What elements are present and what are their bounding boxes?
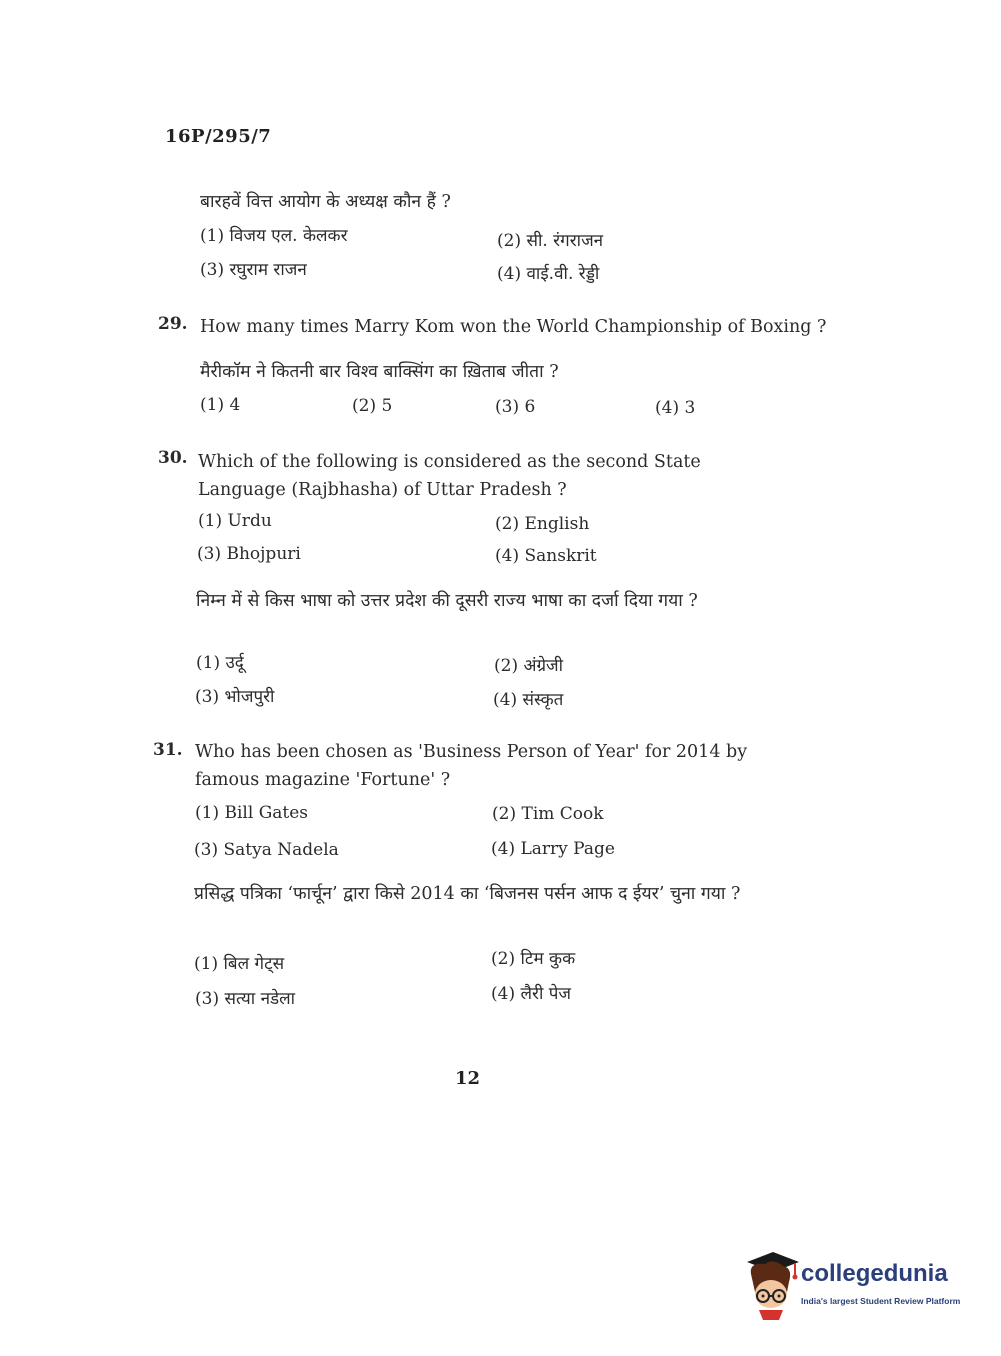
q31-option-4-en: (4) Larry Page xyxy=(491,839,615,859)
q29-number: 29. xyxy=(158,314,188,334)
q28-text-hi: बारहवें वित्त आयोग के अध्यक्ष कौन हैं ? xyxy=(200,192,451,212)
q30-option-1-en: (1) Urdu xyxy=(198,511,272,531)
logo-wordmark: collegedunia xyxy=(801,1260,948,1287)
q31-option-3-hi: (3) सत्या नडेला xyxy=(195,989,296,1009)
q28-option-4: (4) वाई.वी. रेड्डी xyxy=(497,264,600,284)
q30-option-3-hi: (3) भोजपुरी xyxy=(195,687,275,707)
q31-option-4-hi: (4) लैरी पेज xyxy=(491,984,572,1004)
q30-text-hi: निम्न में से किस भाषा को उत्तर प्रदेश की दूसरी राज्य भाषा का दर्जा दिया गया ? xyxy=(196,591,698,611)
q30-number: 30. xyxy=(158,448,188,468)
logo-tagline: India's largest Student Review Platform xyxy=(801,1296,961,1306)
q30-option-3-en: (3) Bhojpuri xyxy=(197,544,301,564)
q29-option-4: (4) 3 xyxy=(655,398,696,418)
q28-option-1: (1) विजय एल. केलकर xyxy=(200,226,348,246)
page-number: 12 xyxy=(455,1068,481,1089)
q30-option-4-hi: (4) संस्कृत xyxy=(493,690,564,710)
q28-option-2: (2) सी. रंगराजन xyxy=(497,231,604,251)
q28-option-3: (3) रघुराम राजन xyxy=(200,260,307,280)
q29-text-en: How many times Marry Kom won the World Championship of Boxing ? xyxy=(200,317,827,337)
q31-number: 31. xyxy=(153,740,183,760)
q30-text-en: Which of the following is considered as the second State Language (Rajbhasha) of Uttar Pradesh ? xyxy=(198,452,701,500)
q30-option-4-en: (4) Sanskrit xyxy=(495,546,597,566)
paper-code: 16P/295/7 xyxy=(165,126,272,147)
q29-option-1: (1) 4 xyxy=(200,395,241,415)
q31-option-2-hi: (2) टिम कुक xyxy=(491,949,576,969)
q30-option-2-en: (2) English xyxy=(495,514,590,534)
mascot-icon xyxy=(743,1248,801,1320)
q31-text-en: Who has been chosen as 'Business Person of Year' for 2014 by famous magazine 'Fortune' ? xyxy=(195,742,748,790)
q30-option-2-hi: (2) अंग्रेजी xyxy=(494,656,564,676)
q31-text-hi: प्रसिद्ध पत्रिका ‘फार्चून’ द्वारा किसे 2014 का ‘बिजनस पर्सन आफ द ईयर’ चुना गया ? xyxy=(194,884,741,904)
q31-option-3-en: (3) Satya Nadela xyxy=(194,840,339,860)
q29-option-2: (2) 5 xyxy=(352,396,393,416)
q31-option-2-en: (2) Tim Cook xyxy=(492,804,604,824)
q30-option-1-hi: (1) उर्दू xyxy=(196,653,244,673)
q29-option-3: (3) 6 xyxy=(495,397,536,417)
q29-text-hi: मैरीकॉम ने कितनी बार विश्व बाक्सिंग का ख़िताब जीता ? xyxy=(200,362,559,382)
q31-option-1-hi: (1) बिल गेट्स xyxy=(194,954,285,974)
q31-option-1-en: (1) Bill Gates xyxy=(195,803,309,823)
collegedunia-logo xyxy=(743,1248,973,1320)
